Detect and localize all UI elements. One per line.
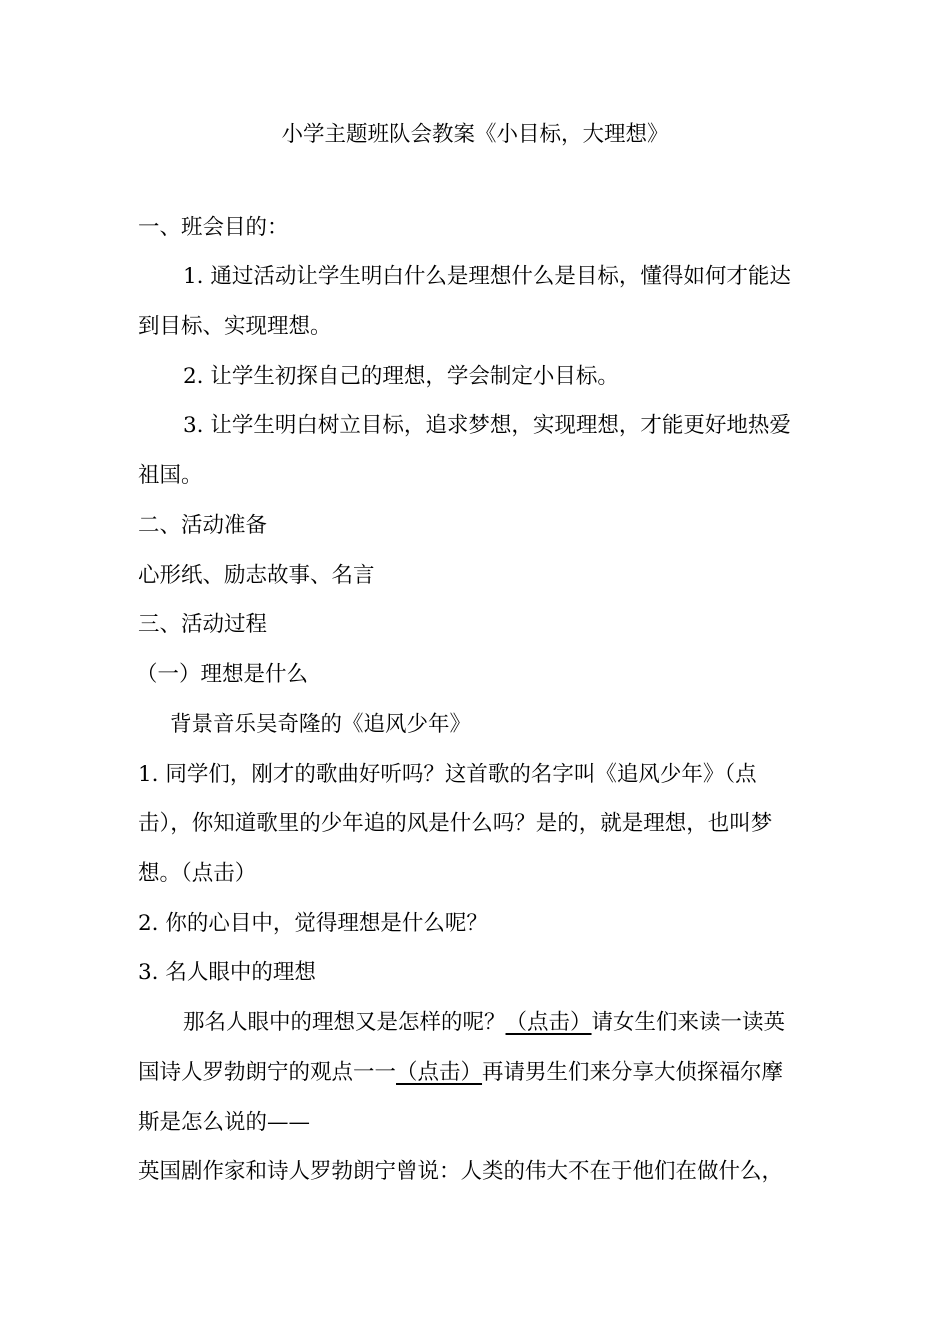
section-heading-process: 三、活动过程: [138, 612, 268, 637]
paragraph-4-line-2: [138, 1058, 828, 1088]
goal-3-line-2: 祖国。: [138, 463, 203, 488]
paragraph-4-text-d: 再请男生们来分享大侦探福尔摩: [482, 1060, 784, 1085]
click-note-link-1: （点击）: [505, 1010, 592, 1035]
paragraph-4-text-c: 国诗人罗勃朗宁的观点一一: [138, 1060, 397, 1085]
background-music-note: 背景音乐吴奇隆的《追风少年》: [170, 712, 472, 737]
paragraph-4-text-b: 请女生们来读一读英: [591, 1010, 786, 1035]
section-heading-preparation: 二、活动准备: [138, 513, 268, 538]
goal-3-line-1: 3. 让学生明白树立目标，追求梦想，实现理想，才能更好地热爱: [183, 413, 791, 438]
page-title: 小学主题班队会教案《小目标，大理想》: [281, 122, 669, 147]
subsection-heading-what-is-ideal: （一）理想是什么: [136, 662, 309, 687]
paragraph-1-line-2: 击），你知道歌里的少年追的风是什么吗？是的，就是理想，也叫梦: [138, 811, 773, 836]
goal-1-line-1: 1. 通过活动让学生明白什么是理想什么是目标，懂得如何才能达: [183, 264, 791, 289]
paragraph-4-line-1: [183, 1008, 873, 1038]
goal-1-line-2: 到目标、实现理想。: [138, 314, 332, 339]
paragraph-5-line-1: 英国剧作家和诗人罗勃朗宁曾说：人类的伟大不在于他们在做什么，: [138, 1159, 784, 1184]
paragraph-2: 2. 你的心目中，觉得理想是什么呢？: [138, 911, 488, 936]
goal-2: 2. 让学生初探自己的理想，学会制定小目标。: [183, 364, 619, 389]
preparation-items: 心形纸、励志故事、名言: [138, 563, 375, 588]
paragraph-3-heading: 3. 名人眼中的理想: [138, 960, 316, 985]
click-note-link-2: （点击）: [396, 1060, 483, 1085]
paragraph-1-line-3: 想。（点击）: [138, 861, 257, 886]
section-heading-goals: 一、班会目的：: [138, 215, 289, 240]
paragraph-4-text-a: 那名人眼中的理想又是怎样的呢？: [183, 1010, 506, 1035]
paragraph-4-line-3: 斯是怎么说的——: [138, 1110, 311, 1135]
paragraph-1-line-1: 1. 同学们，刚才的歌曲好听吗？这首歌的名字叫《追风少年》（点: [138, 762, 757, 787]
